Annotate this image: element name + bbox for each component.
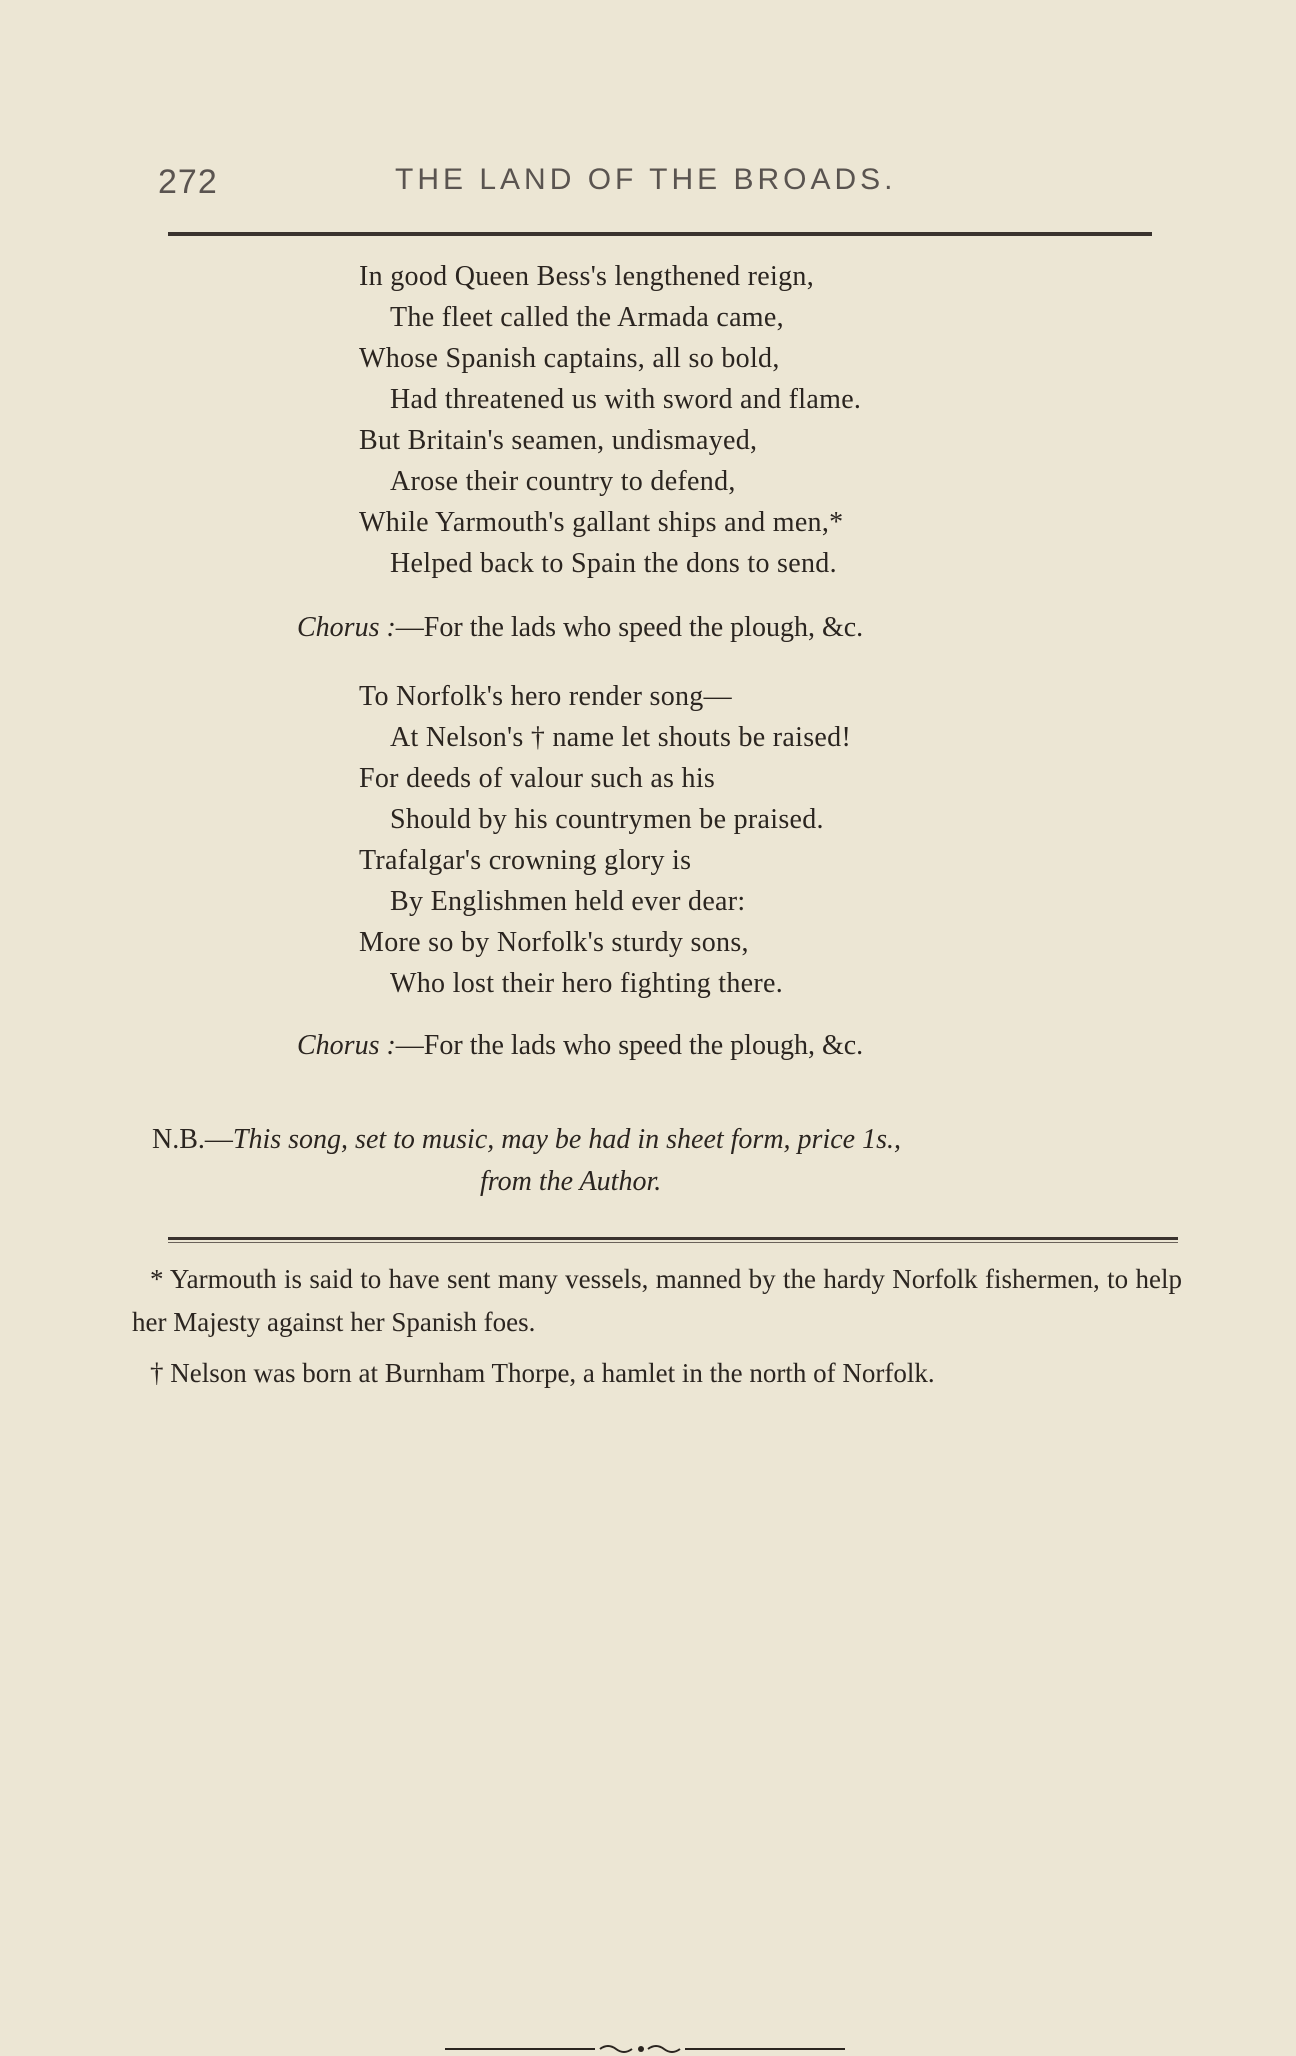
footnote-yarmouth: * Yarmouth is said to have sent many vessels, manned by the hardy Norfolk fishermen, to help her Majesty against her Spanish foes. bbox=[132, 1264, 1182, 1337]
verse-line: Arose their country to defend, bbox=[390, 466, 736, 497]
verse-line: In good Queen Bess's lengthened reign, bbox=[359, 261, 815, 292]
verse-line: To Norfolk's hero render song— bbox=[359, 681, 732, 712]
ornament-divider bbox=[445, 2042, 865, 2056]
verse-line: The fleet called the Armada came, bbox=[390, 302, 784, 333]
verse-line: More so by Norfolk's sturdy sons, bbox=[359, 927, 749, 958]
verse-line: For deeds of valour such as his bbox=[359, 763, 716, 794]
nb-note-line-1 bbox=[152, 1124, 901, 1156]
verse-line: But Britain's seamen, undismayed, bbox=[359, 425, 758, 456]
chorus-text: —For the lads who speed the plough, &c. bbox=[395, 612, 864, 643]
footnote-rule-thin bbox=[168, 1242, 1178, 1243]
nb-author: from the Author. bbox=[480, 1166, 662, 1197]
verse-line: Helped back to Spain the dons to send. bbox=[390, 548, 837, 579]
chorus-1 bbox=[297, 612, 863, 644]
verse-line: While Yarmouth's gallant ships and men,* bbox=[359, 507, 844, 538]
header-rule bbox=[168, 232, 1152, 236]
footnote-rule bbox=[168, 1237, 1178, 1240]
verse-line: Had threatened us with sword and flame. bbox=[390, 384, 862, 415]
chorus-2 bbox=[297, 1030, 863, 1062]
nb-note-line-2 bbox=[480, 1166, 661, 1198]
page-number: 272 bbox=[158, 163, 218, 201]
verse-line: Trafalgar's crowning glory is bbox=[359, 845, 692, 876]
nb-text: This song, set to music, may be had in sheet form, price 1s., bbox=[232, 1124, 901, 1155]
page-header bbox=[0, 163, 1296, 213]
verse-line: Who lost their hero fighting there. bbox=[390, 968, 784, 999]
chorus-label: Chorus : bbox=[297, 1030, 396, 1061]
running-title: THE LAND OF THE BROADS. bbox=[395, 163, 897, 196]
chorus-text: —For the lads who speed the plough, &c. bbox=[395, 1030, 864, 1061]
nb-prefix: N.B.— bbox=[152, 1124, 233, 1155]
verse-line: Should by his countrymen be praised. bbox=[390, 804, 824, 835]
verse-line: At Nelson's † name let shouts be raised! bbox=[390, 722, 852, 753]
verse-line: By Englishmen held ever dear: bbox=[390, 886, 746, 917]
verse-line: Whose Spanish captains, all so bold, bbox=[359, 343, 780, 374]
chorus-label: Chorus : bbox=[297, 612, 396, 643]
footnote-nelson: † Nelson was born at Burnham Thorpe, a hamlet in the north of Norfolk. bbox=[150, 1358, 935, 1388]
